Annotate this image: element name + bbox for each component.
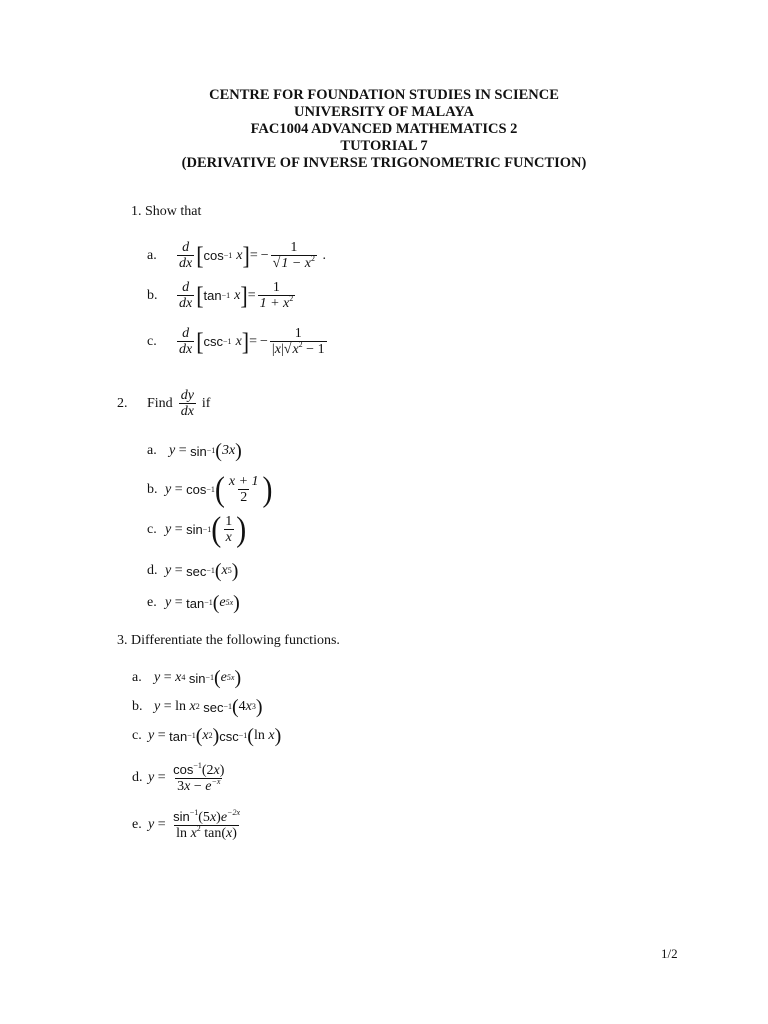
q3-item-b: b. y = ln x 2 sec −1 ( 4 x 3 ) — [132, 696, 263, 718]
header-line: FAC1004 ADVANCED MATHEMATICS 2 — [250, 121, 518, 137]
header-line: (DERIVATIVE OF INVERSE TRIGONOMETRIC FUNCTION) — [181, 155, 587, 171]
q2-item-e: e. y = tan −1 ( e 5x ) — [147, 592, 240, 614]
q3-item-c: c. y = tan −1 ( x 2 ) csc −1 ( ln x ) — [132, 725, 282, 747]
q2-item-b: b. y = cos −1 ( $\frac{x + 1}{2}$ ) — [147, 469, 273, 508]
question-3-title: 3. Differentiate the following functions. — [117, 633, 340, 648]
page-number: 1/2 — [661, 946, 678, 961]
q2-item-d: d. y = sec −1 ( x 5 ) — [147, 560, 239, 582]
header-line: TUTORIAL 7 — [340, 138, 428, 154]
q2-item-a: a. y = sin −1 ( 3x ) — [147, 440, 242, 462]
header-line: CENTRE FOR FOUNDATION STUDIES IN SCIENCE — [209, 87, 559, 103]
header-line: UNIVERSITY OF MALAYA — [294, 104, 474, 120]
question-1-title: 1. Show that — [131, 204, 202, 219]
q1-item-b: b. $\frac{d}{dx}$ [ tan −1 x ] = $\frac{1}{1 + x^2}$ — [147, 280, 294, 311]
q3-item-a: a. y = x 4 sin −1 ( e 5x ) — [132, 667, 242, 689]
q3-item-e: e. y = $\frac{\sin^{-1}(5x)e^{-2x}}{\ln x^2 \tan(x)}$ — [132, 808, 240, 841]
q1-item-c: c. $\frac{d}{dx}$ [ csc −1 x ] = − $\frac{1}{|x|√x^2 - 1}$ — [147, 326, 325, 357]
q2-item-c: c. y = sin −1 ( $\frac{1}{x}$ ) — [147, 509, 247, 548]
q1-item-a: a. $\frac{d}{dx}$ [ cos −1 x ] = − $\frac{1}{√1 - x^2}$ . — [147, 240, 327, 271]
question-2-title: 2. Find $\frac{dy}{dx}$ if — [117, 388, 211, 419]
q3-item-d: d. y = $\frac{\cos^{-1}(2x)}{3x - e^{-x}}$ — [132, 761, 225, 794]
